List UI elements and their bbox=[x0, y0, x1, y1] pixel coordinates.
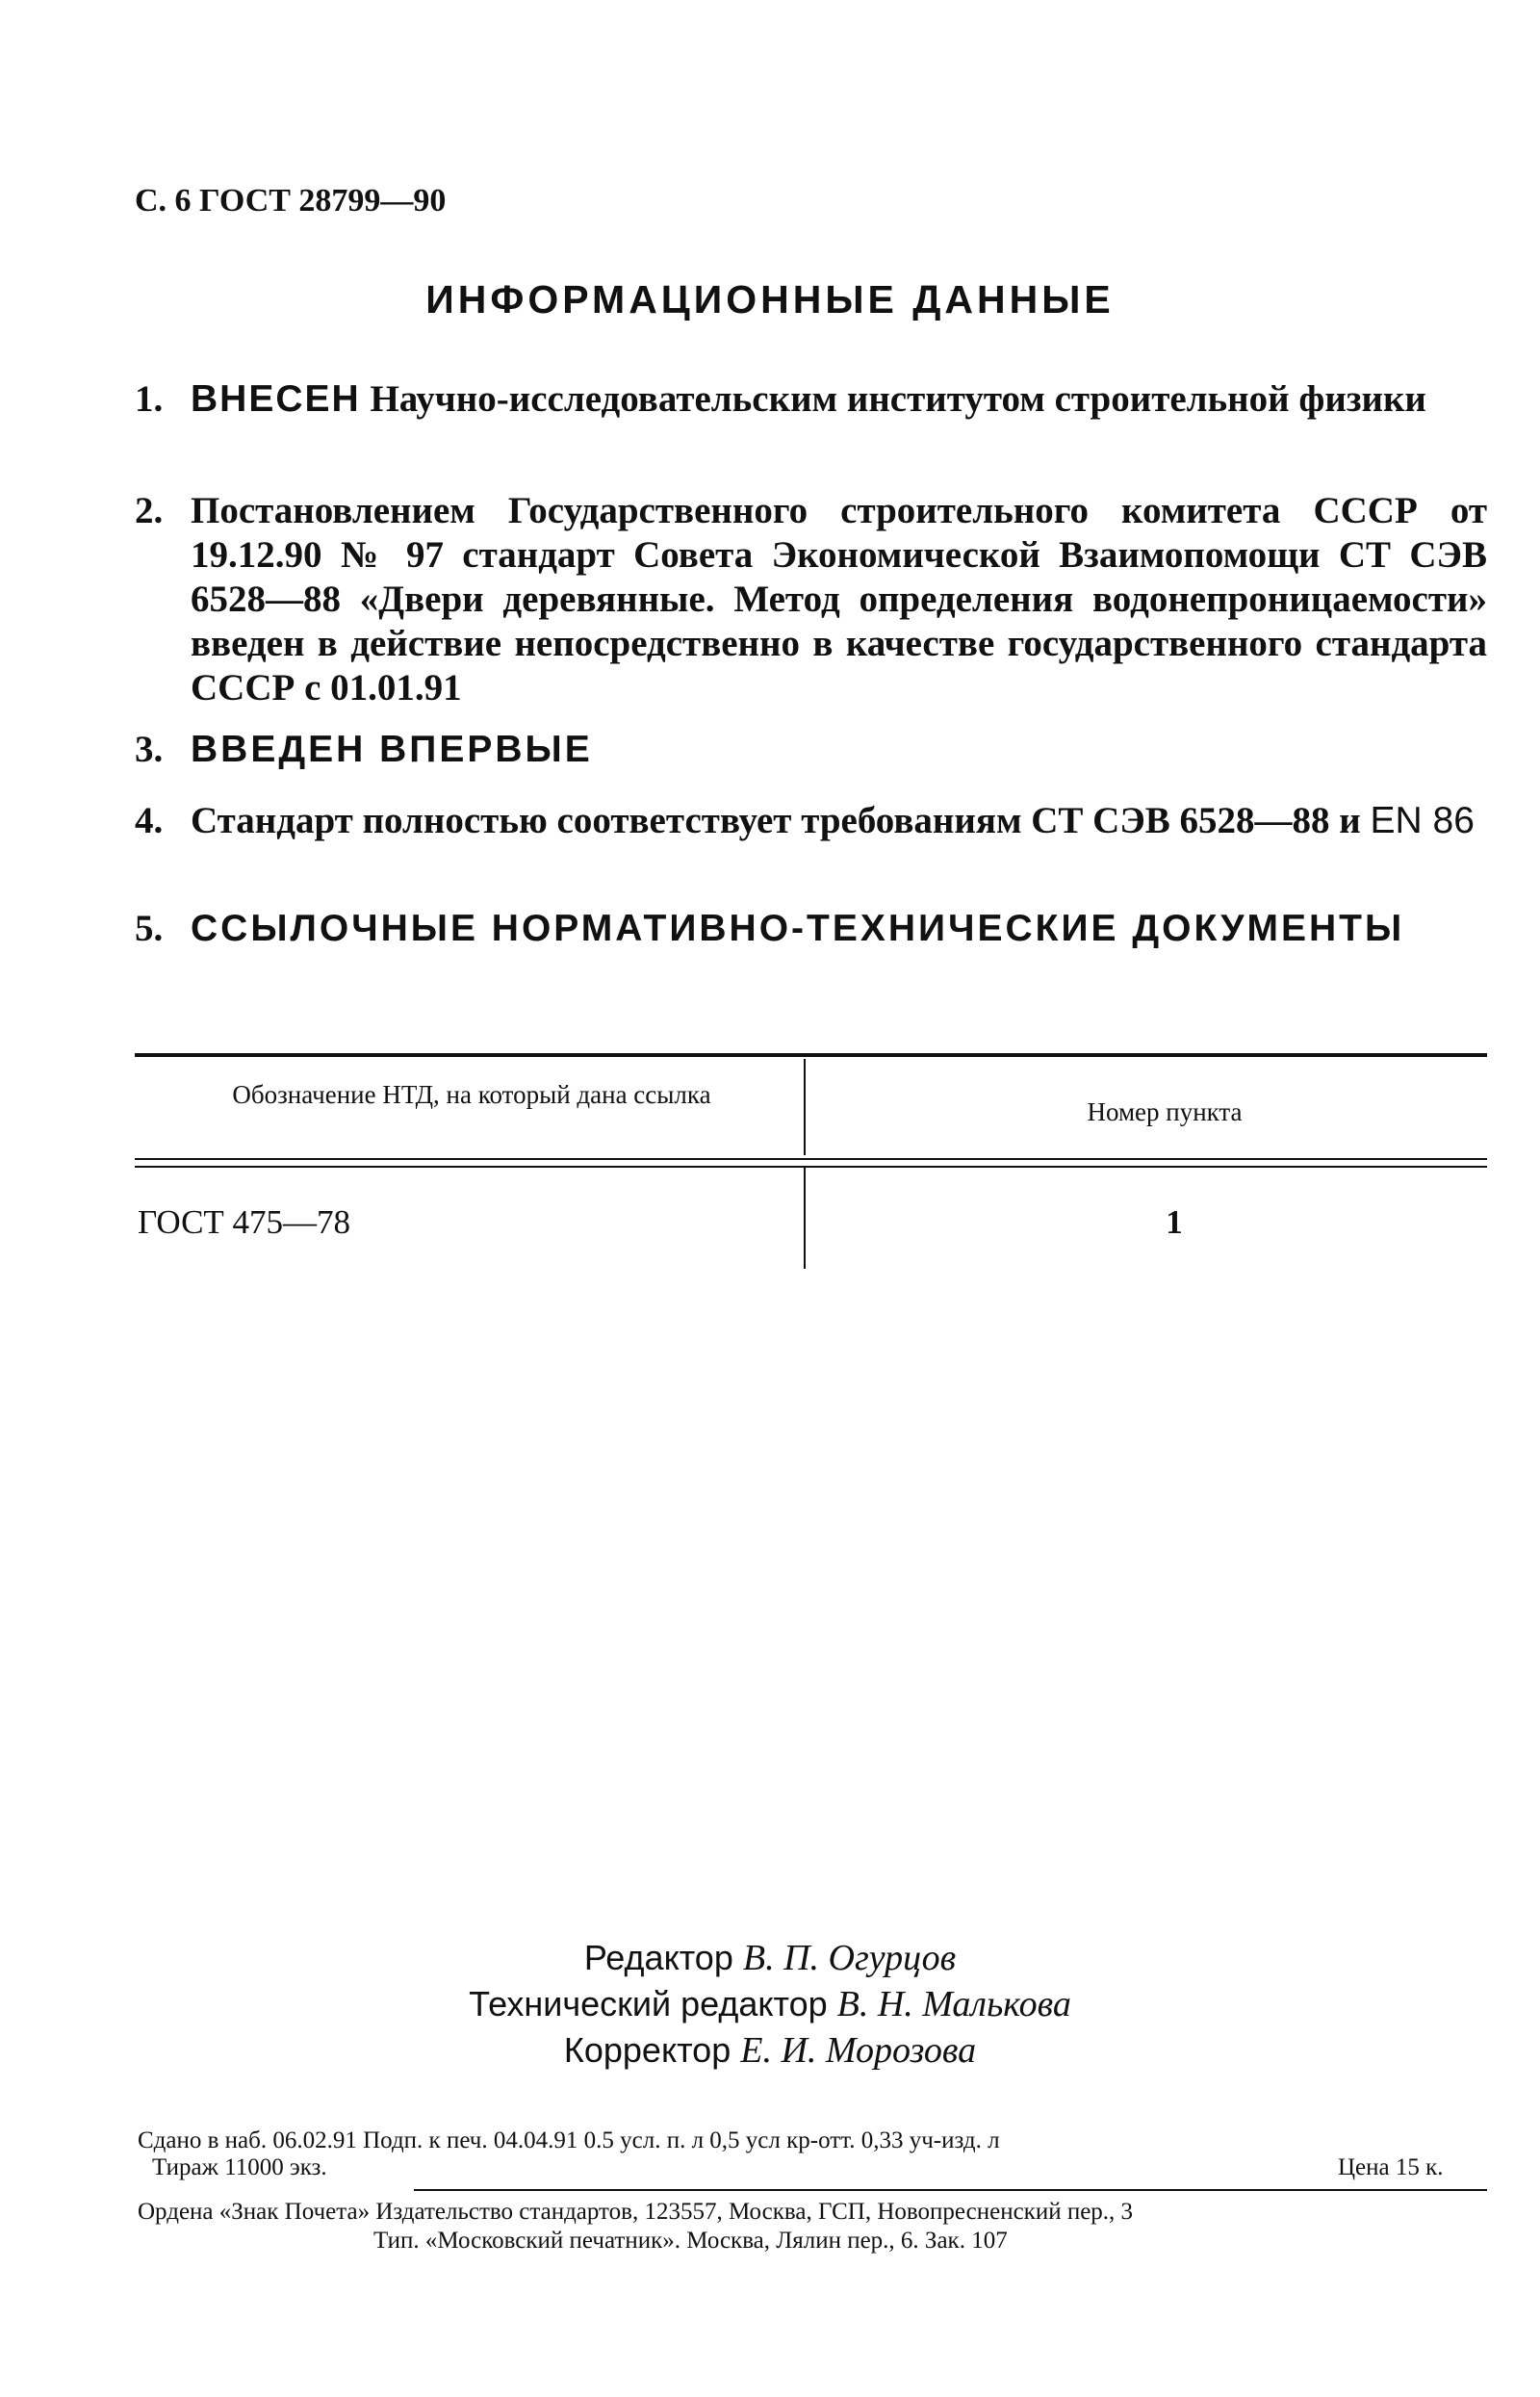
credit-role: Редактор bbox=[583, 1938, 733, 1977]
standard-ref: EN 86 bbox=[1370, 800, 1475, 841]
page-title: ИНФОРМАЦИОННЫЕ ДАННЫЕ bbox=[425, 277, 1115, 322]
item-number: 1. bbox=[135, 378, 164, 420]
info-item-5 bbox=[135, 907, 1487, 951]
item-lead: ССЫЛОЧНЫЕ НОРМАТИВНО-ТЕХНИЧЕСКИЕ ДОКУМЕНТЫ bbox=[191, 908, 1405, 949]
table-cell-clause: 1 bbox=[1166, 1203, 1183, 1241]
imprint-line-1: Сдано в наб. 06.02.91 Подп. к печ. 04.04.91 0.5 усл. п. л 0,5 усл кр-отт. 0,33 уч-изд. л bbox=[138, 2127, 1000, 2153]
table-divider bbox=[804, 1059, 806, 1155]
item-number: 3. bbox=[135, 729, 164, 770]
table-cell-doc: ГОСТ 475—78 bbox=[138, 1203, 351, 1241]
credit-editor bbox=[0, 1937, 1540, 1979]
info-item-4 bbox=[135, 799, 1487, 843]
imprint-price: Цена 15 к. bbox=[1338, 2154, 1444, 2180]
credit-name: В. П. Огурцов bbox=[742, 1938, 957, 1978]
credit-name: Е. И. Морозова bbox=[740, 2030, 977, 2071]
imprint-printer: Тип. «Московский печатник». Москва, Лялин пер., 6. Зак. 107 bbox=[373, 2228, 1008, 2254]
imprint-rule bbox=[414, 2189, 1487, 2191]
credit-name: В. Н. Малькова bbox=[836, 1984, 1071, 2024]
table-divider bbox=[804, 1168, 806, 1269]
table-header-rule-1 bbox=[135, 1158, 1487, 1160]
item-lead: ВВЕДЕН ВПЕРВЫЕ bbox=[191, 729, 593, 770]
credit-tech-editor bbox=[0, 1983, 1540, 2025]
item-number: 5. bbox=[135, 908, 164, 949]
imprint-publisher: Ордена «Знак Почета» Издательство стандартов, 123557, Москва, ГСП, Новопресненский пер., 3 bbox=[138, 2199, 1134, 2225]
credit-role: Корректор bbox=[563, 2030, 732, 2070]
page-header: С. 6 ГОСТ 28799—90 bbox=[135, 183, 447, 219]
table-header-rule-2 bbox=[135, 1166, 1487, 1168]
credit-role: Технический редактор bbox=[469, 1984, 828, 2023]
item-number: 2. bbox=[135, 490, 164, 531]
info-item-3 bbox=[135, 728, 1487, 772]
table-top-rule bbox=[135, 1053, 1487, 1057]
item-text: Постановлением Государственного строительного комитета СССР от 19.12.90 № 97 стандарт Совета Экономической Взаимопомощи СТ СЭВ 6528—88 «Двери деревянные. Метод определения водонепроницаемости» введен в действие непосредственно в качестве государственного стандарта СССР с 01.01.91 bbox=[191, 490, 1487, 709]
item-lead: ВНЕСЕН bbox=[191, 378, 361, 420]
imprint-circulation: Тираж 11000 экз. bbox=[152, 2154, 327, 2180]
item-number: 4. bbox=[135, 800, 164, 841]
item-text: Стандарт полностью соответствует требованиям СТ СЭВ 6528—88 и bbox=[191, 800, 1361, 841]
info-item-1 bbox=[135, 377, 1487, 422]
info-item-2 bbox=[135, 489, 1487, 710]
table-header-doc: Обозначение НТД, на который дана ссылка bbox=[232, 1080, 711, 1109]
table-header-clause: Номер пункта bbox=[1087, 1097, 1243, 1126]
item-text: Научно-исследовательским институтом строительной физики bbox=[370, 378, 1426, 420]
credit-corrector bbox=[0, 2029, 1540, 2072]
